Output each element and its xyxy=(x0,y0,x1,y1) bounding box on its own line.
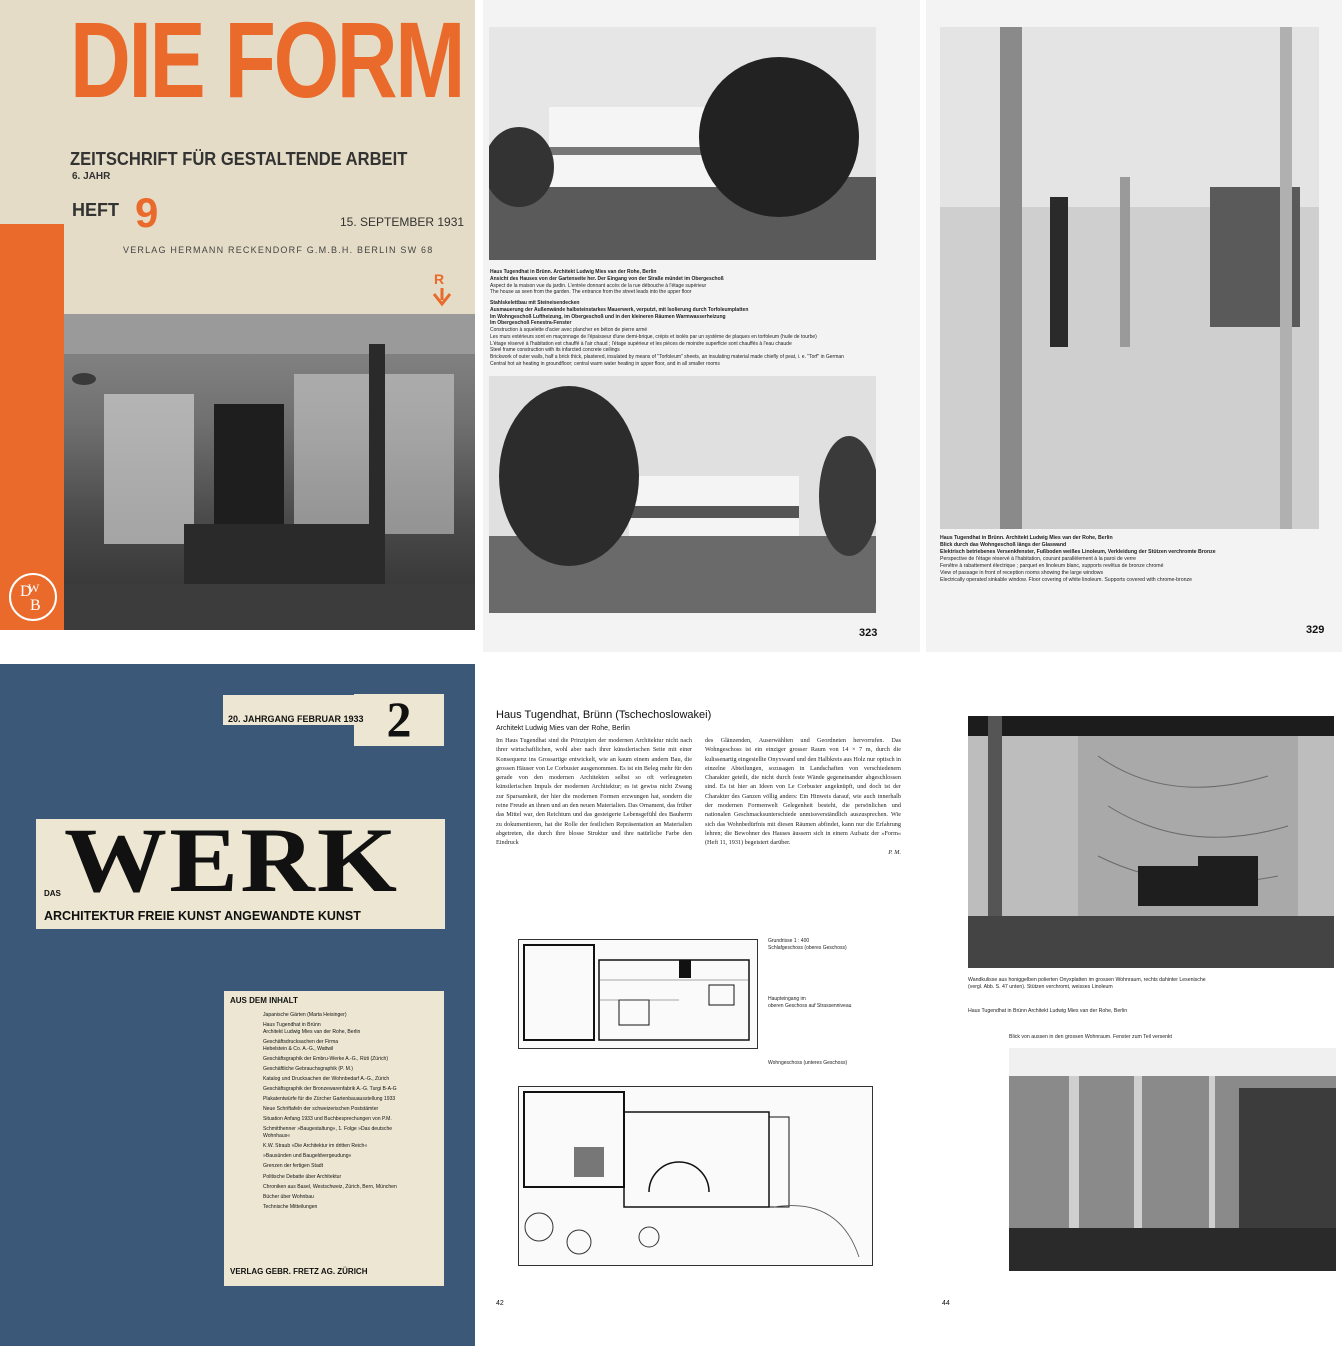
werk-publisher: VERLAG GEBR. FRETZ AG. ZÜRICH xyxy=(230,1267,368,1276)
svg-text:R: R xyxy=(434,271,445,287)
contents-item: Katalog und Drucksachen der Wohnbedarf A.-G., Zürich xyxy=(263,1076,390,1083)
caption-garden-view xyxy=(490,269,910,296)
werk-tagline: ARCHITEKTUR FREIE KUNST ANGEWANDTE KUNST xyxy=(44,909,361,923)
caption-1-bold: Haus Tugendhat in Brünn. Architekt Ludwig Mies van der Rohe, Berlin Ansicht des Hauses von der Gartenseite her. Der Eingang von der Straße mündet im Obergeschoß xyxy=(490,269,724,282)
page-329 xyxy=(926,0,1342,652)
plan-label-1: Grundrisse 1 : 400 Schlafgeschoss (oberes Geschoss) xyxy=(768,938,847,951)
die-form-jahr: 6. JAHR xyxy=(72,171,111,182)
contents-item: Geschäftsgraphik der Embru-Werke A.-G., Rüti (Zürich) xyxy=(263,1055,389,1062)
contents-item: Geschäftsgraphik der Bronzewarenfabrik A.-G. Turgi B-A-G xyxy=(263,1086,397,1093)
onyx-wall-photo xyxy=(968,716,1334,968)
contents-list xyxy=(230,1012,438,1211)
caption-house-architect: Haus Tugendhat in Brünn Architekt Ludwig Mies van der Rohe, Berlin xyxy=(968,1008,1128,1014)
contents-item: Haus Tugendhat in Brünn Architekt Ludwig Mies van der Rohe, Berlin xyxy=(263,1022,361,1035)
page-number-329: 329 xyxy=(1306,624,1325,636)
svg-text:W: W xyxy=(28,581,40,595)
article-signature: P. M. xyxy=(888,848,901,856)
die-form-publisher: VERLAG HERMANN RECKENDORF G.M.B.H. BERLIN SW 68 xyxy=(123,245,434,255)
jahrgang-date: 20. JAHRGANG FEBRUAR 1933 xyxy=(228,714,364,724)
upper-plan-drawing xyxy=(519,940,759,1050)
contents-item: Bücher über Wohnbau xyxy=(263,1193,314,1200)
werk-das: DAS xyxy=(44,889,61,898)
contents-item: Neue Schriftafeln der schweizerischen Poststämter xyxy=(263,1106,379,1113)
page-44 xyxy=(926,664,1342,1346)
page-number-323: 323 xyxy=(859,627,878,639)
article-title: Haus Tugendhat, Brünn (Tschechoslowakei) xyxy=(496,709,712,721)
contents-item: Technische Mitteilungen xyxy=(263,1203,318,1210)
house-garden-view-photo xyxy=(489,27,876,260)
contents-item: K.W. Straub »Die Architektur im dritten Reich« xyxy=(263,1143,368,1150)
page-number-44: 44 xyxy=(942,1300,950,1307)
publisher-arrow-icon xyxy=(428,270,456,310)
article-author: Architekt Ludwig Mies van der Rohe, Berlin xyxy=(496,725,630,732)
caption-1-text: Aspect de la maison vue du jardin. L'entrée donnant accès de la rue débouche à l'étage supérieur The house as seen from the garden. The entrance from the street leads into the upper floor xyxy=(490,282,707,296)
caption-2-bold: Stahlskelettbau mit Steineisendecken Ausmauerung der Außenwände halbsteinstarkes Mauerwerk, verputzt, mit Isolierung durch Torfoleumplatten Im Wohngeschoß Luftheizung, im Obergeschoß und in den kleineren Räumen Warmwasserheizung Im Obergeschoß Fenestra-Fenster xyxy=(490,300,749,327)
caption-2-text: Construction à squelette d'acier avec plancher en béton de pierre armé Les murs extérieurs sont en maçonnage de l'épaisseur d'une demi-brique, crépis et isolés par un système de plaques en torfoleum (huile de tourbe) L'étage réservé à l'habitation est chauffé à l'air chaud ; l'étage supérieur et les pièces de moindre superficie sont chauffés à l'eau chaude Steel frame construction with its infarcted concrete ceilings Brickwork of outer walls, half a brick thick, plastered, insulated by means of "Torfoleum" sheets, an insulating material made chiefly of peat, i. e. "Torf" in German Central hot air heating in groundfloor; central warm water heating in upper floor, and in all smaller rooms xyxy=(490,327,844,367)
werk-cover xyxy=(0,664,475,1346)
contents-item: Situation Anfang 1933 und Buchbesprechungen von P.M. xyxy=(263,1116,392,1123)
contents-item: Geschäftliche Gebrauchsgraphik (P. M.) xyxy=(263,1066,353,1072)
dwb-emblem-icon xyxy=(6,570,60,624)
page-number-42: 42 xyxy=(496,1300,504,1307)
caption-construction xyxy=(490,300,910,368)
svg-text:B: B xyxy=(30,597,41,614)
cover-interior-photo xyxy=(64,314,475,630)
exterior-living-drawing xyxy=(1009,1048,1336,1271)
heft-number: 9 xyxy=(135,189,159,236)
die-form-title: DIE FORM xyxy=(70,0,464,120)
lower-floor-plan xyxy=(518,1086,873,1266)
contents-item: Politische Debatte über Architektur xyxy=(263,1173,342,1180)
upper-floor-plan xyxy=(518,939,758,1049)
die-form-cover xyxy=(0,0,475,630)
interior-photo-drawing xyxy=(64,314,475,630)
caption-onyx-wall: Wandkulisse aus honiggelben polierten Onyxplatten im grossen Wohnraum, rechts dahinter Lesenische (vergl. Abb. S. 47 unten). Stützen verchromt, weisses Linoleum xyxy=(968,977,1206,991)
contents-item: Japanische Gärten (Marta Heisinger) xyxy=(263,1012,347,1018)
glass-wall-drawing xyxy=(940,27,1319,529)
die-form-subtitle: ZEITSCHRIFT FÜR GESTALTENDE ARBEIT xyxy=(70,149,408,169)
house-exterior-drawing xyxy=(489,376,876,613)
living-floor-glass-wall-photo xyxy=(940,27,1319,529)
caption-329-text: Perspective de l'étage réservé à l'habitation, courant parallèlement à la paroi de verre Fenêtre à rabattement électrique ; parquet en linoleum blanc, supports revêtus de bronze chromé View of passage in front of reception rooms showing the large windows Electrically operated sinkable window. Floor covering of white linoleum. Supports covered with chrome-bronze xyxy=(940,556,1193,584)
house-garden-drawing xyxy=(489,27,876,260)
caption-329-bold: Haus Tugendhat in Brünn. Architekt Ludwig Mies van der Rohe, Berlin Blick durch das Wohngeschoß längs der Glaswand Elektrisch betriebenes Versenkfenster, Fußboden weißes Linoleum, Verkleidung der Stützen verchromte Bronze xyxy=(940,535,1216,556)
caption-exterior-view: Blick von aussen in den grossen Wohnraum. Fenster zum Teil versenkt xyxy=(1009,1034,1173,1040)
heft-label: HEFT xyxy=(72,200,119,220)
contents-heading: AUS DEM INHALT xyxy=(230,996,298,1005)
contents-item: Schmitthenner »Baugestaltung«, 1. Folge »Das deutsche Wohnhaus« xyxy=(263,1126,393,1140)
article-column-1: Im Haus Tugendhat sind die Prinzipien der modernen Architektur nicht nach ihrer wirtschaftlichen, wohl aber nach ihrer künstlerischen Seite mit einer Konsequenz ins Grossartige entwickelt, wie an kaum einem andern Bau, die grossen Häuser von Le Corbusier ausgenommen. Es ist ein Beleg mehr für den gerade von den modernen Architekten selbst so oft verleugneten künstlerischen Impuls der modernen Architektur; es ist gewiss nicht Zwang zur Sparsamkeit, der hier die modernen Formen erzwungen hat, sondern die reine Freude an ihnen und an den neuen Materialien. Das Ornament, das früher das Mittel war, den Reichtum und das gesteigerte Lebensgefühl des Bauherrn zu dokumentieren, hat die Rolle der festlichen Repräsentation an Materialien abgetreten, die durch ihre blosse Struktur und ihre natürliche Farbe den Eindruck xyxy=(496,737,692,847)
contents-item: »Bausünden und Baugeldvergeudung« xyxy=(263,1153,352,1160)
svg-text:D: D xyxy=(20,583,32,600)
onyx-wall-drawing xyxy=(968,716,1334,968)
issue-date: 15. SEPTEMBER 1931 xyxy=(340,215,465,229)
page-42 xyxy=(483,664,920,1346)
article-column-2-wrap xyxy=(705,736,901,857)
exterior-living-room-photo xyxy=(1009,1048,1336,1271)
contents-box xyxy=(224,991,444,1286)
plan-label-2: Haupteingang im oberen Geschoss auf Strassenniveau xyxy=(768,996,852,1009)
article-column-2: des Glänzenden, Auserwählten und Geordneten hervorrufen. Das Wohngeschoss ist ein einziger grosser Raum von 14 × 7 m, durch die kulissenartig eingestellte Onyxwand und den Halbkreis aus Holz nur optisch in einzelne Abteilungen, sozusagen in Landschaften von verschiedenem Charakter geteilt, die nicht durch feste Wände gegeneinander abgeschlossen sind. Es ist hier an Ideen von Le Corbusier angeknüpft, und doch ist der Charakter des Ganzen völlig anders: Ein Hinweis darauf, wie auch innerhalb der modernen Formenwelt Gelegenheit besteht, die persönlichen und nationalen Geschmacksunterschiede unmissverständlich auszusprechen. Wie sich das Wohnbedürfnis mit diesen Räumen abfindet, kann nur die Erfahrung lehren; die Bewohner des Hauses äussern sich in einem Aufsatz der »Form« (Heft 11, 1931) begeistert darüber. xyxy=(705,737,901,847)
contents-item: Plakatentwürfe für die Zürcher Gartenbauausstellung 1933 xyxy=(263,1096,396,1103)
issue-number: 2 xyxy=(354,694,444,746)
contents-item: Geschäftsdrucksachen der Firma Hebelstein & Co. A.-G., Wattwil xyxy=(263,1039,339,1052)
plan-label-3: Wohngeschoss (unteres Geschoss) xyxy=(768,1060,848,1066)
page-323 xyxy=(483,0,920,652)
caption-glass-wall xyxy=(940,535,1320,584)
contents-item: Chroniken aus Basel, Westschweiz, Zürich, Bern, München xyxy=(263,1183,397,1190)
lower-plan-drawing xyxy=(519,1087,874,1267)
house-exterior-photo xyxy=(489,376,876,613)
contents-item: Grenzen der fertigen Stadt xyxy=(263,1163,324,1170)
werk-title: WERK xyxy=(64,809,400,911)
